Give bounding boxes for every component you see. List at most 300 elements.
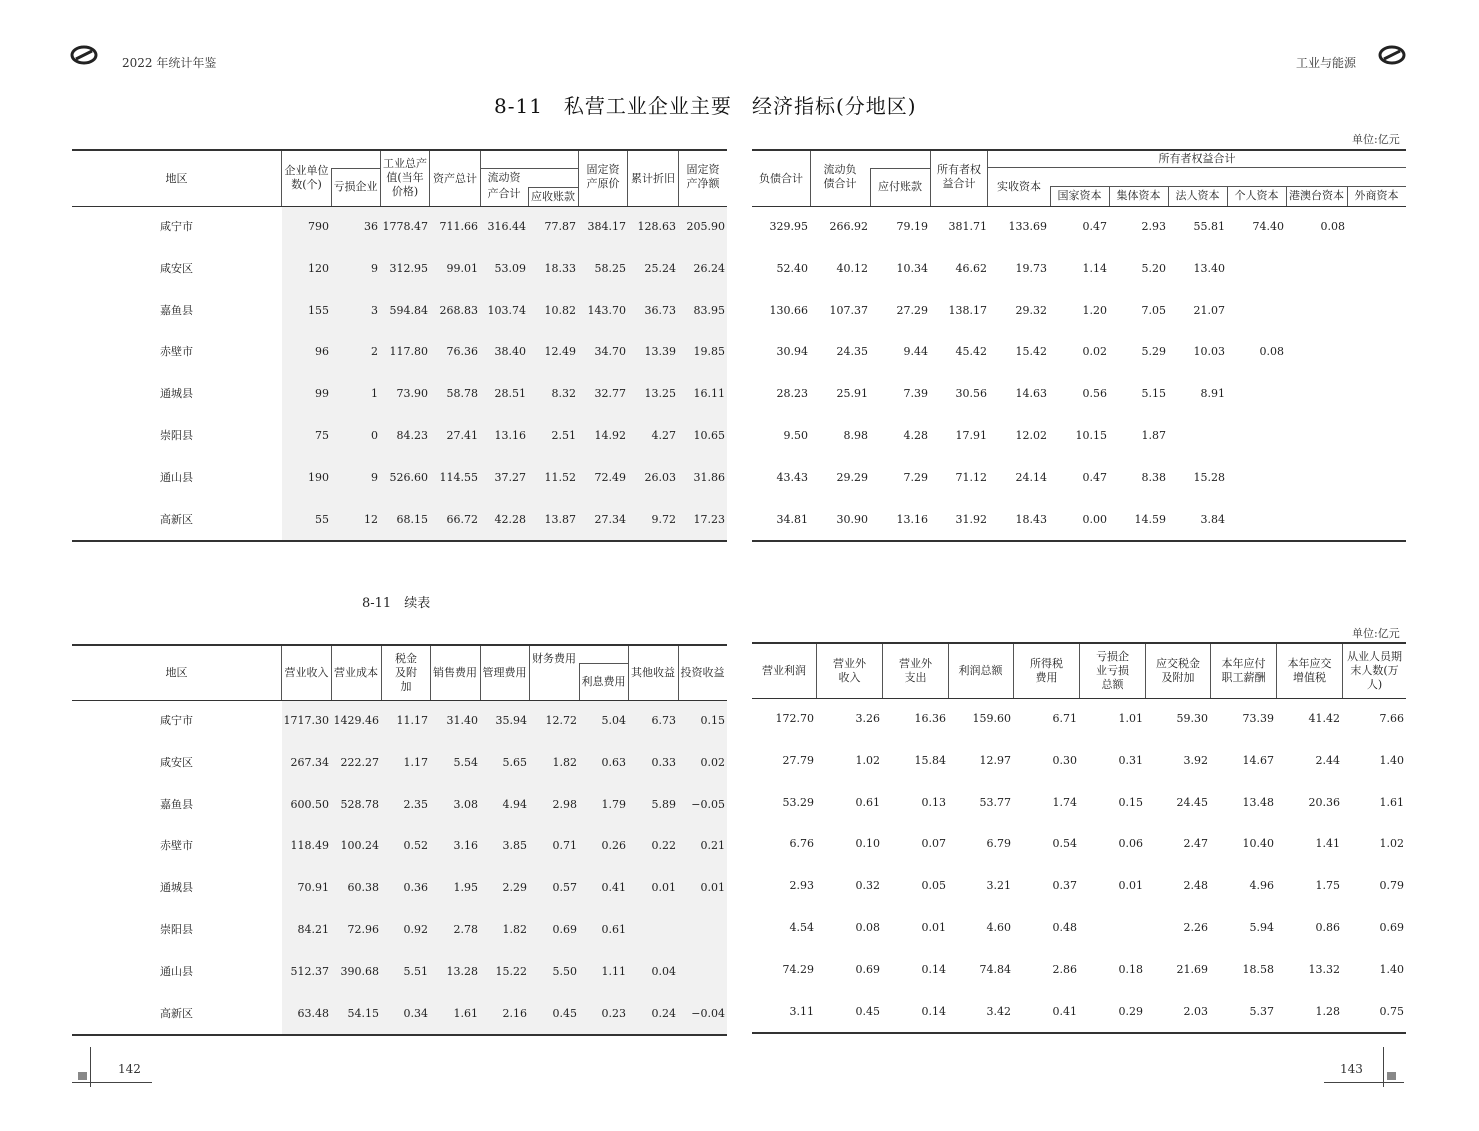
table-cell: 55.81 — [1193, 220, 1225, 233]
col-header-gross-output: 工业总产值(当年价格) — [383, 157, 427, 198]
table-cell: 2.93 — [1141, 220, 1166, 233]
table-cell: 0.13 — [921, 795, 946, 809]
table-cell: 73.90 — [396, 387, 428, 401]
table-cell: 0.69 — [855, 962, 880, 976]
table-cell: 0.63 — [601, 755, 626, 769]
table-cell: 1.74 — [1052, 795, 1077, 809]
col-header-finance: 财务费用 — [532, 652, 576, 665]
col-header-income-tax: 所得税费用 — [1030, 657, 1063, 684]
table-cell: 0.29 — [1118, 1004, 1143, 1018]
row-region-name: 通山县 — [160, 964, 193, 978]
row-region-name: 咸宁市 — [160, 714, 193, 727]
table-cell: 5.20 — [1141, 261, 1166, 275]
col-header-collective-capital: 集体资本 — [1116, 189, 1161, 202]
row-region-name: 嘉鱼县 — [160, 797, 193, 811]
page-number-left: 142 — [118, 1062, 141, 1076]
table-cell: 0.02 — [700, 755, 725, 769]
table-cell: 1.17 — [403, 755, 428, 769]
table-cell: 268.83 — [439, 303, 478, 317]
table-cell: 73.39 — [1242, 712, 1274, 725]
table-cell: 13.16 — [896, 512, 928, 526]
table-cell: 2.26 — [1183, 921, 1208, 934]
table-cell: 2.29 — [502, 881, 527, 895]
table-cell: 0.57 — [552, 881, 577, 895]
table-cell: 26.03 — [644, 470, 676, 484]
table-cell: 2.98 — [552, 797, 577, 811]
table-cell: 1.61 — [1379, 795, 1404, 809]
table-cell: 28.51 — [494, 387, 526, 401]
table-cell: 3.92 — [1183, 753, 1208, 767]
table-cell: 0.21 — [700, 839, 725, 853]
table-cell: 54.15 — [347, 1006, 379, 1020]
table-cell: 60.38 — [347, 881, 379, 895]
table-cell — [1286, 426, 1347, 446]
table-cell: 222.27 — [340, 755, 379, 769]
table-cell — [1079, 918, 1145, 938]
col-header-current-liabilities: 流动负债合计 — [823, 163, 857, 190]
table-cell: 4.94 — [502, 797, 527, 811]
col-header-foreign-capital: 外商资本 — [1354, 189, 1399, 202]
table-row — [0, 510, 1479, 530]
table-cell: 1.75 — [1315, 879, 1340, 893]
table-cell: 13.25 — [644, 387, 676, 401]
table-cell: 1.82 — [502, 923, 527, 936]
table-cell: 9.44 — [903, 345, 928, 359]
table-cell: 27.34 — [594, 512, 626, 526]
table-cell: 99 — [315, 387, 329, 401]
table-cell: 138.17 — [948, 303, 987, 317]
table-row — [0, 342, 1479, 362]
table-cell: 13.87 — [544, 512, 576, 526]
table-cell: 5.15 — [1141, 387, 1166, 401]
table-row — [0, 793, 1479, 813]
col-header-units: 企业单位数(个) — [284, 164, 329, 191]
table-cell: 3.26 — [855, 712, 880, 725]
col-header-cost: 营业成本 — [334, 666, 378, 679]
table-cell: 14.59 — [1134, 512, 1166, 526]
table-cell: 11.52 — [544, 470, 576, 484]
col-header-wages: 本年应付职工薪酬 — [1221, 657, 1266, 684]
table-cell: 8.98 — [843, 429, 868, 442]
table-cell: 15.22 — [495, 964, 527, 978]
table-cell: 0 — [371, 429, 378, 442]
table-cell: 384.17 — [587, 220, 626, 233]
table-cell: 10.34 — [896, 261, 928, 275]
table-cell — [1227, 426, 1286, 446]
table-cell: 528.78 — [340, 797, 379, 811]
table-cell: 2.44 — [1315, 753, 1340, 767]
table-cell: 0.05 — [921, 879, 946, 893]
table-cell: 3.08 — [453, 797, 478, 811]
col-header-interest: 利息费用 — [581, 675, 626, 688]
col-header-total-profit: 利润总额 — [958, 664, 1003, 677]
table-cell: 13.48 — [1242, 795, 1274, 809]
table-cell: 2.48 — [1183, 879, 1208, 893]
table-cell: 96 — [315, 345, 329, 359]
table-cell: 0.31 — [1118, 753, 1143, 767]
table-cell: 0.32 — [855, 879, 880, 893]
table-cell: −0.05 — [691, 797, 725, 811]
col-header-fixed-net: 固定资产净额 — [686, 163, 720, 190]
table-cell: 0.71 — [552, 839, 577, 853]
table-cell: 25.24 — [644, 261, 676, 275]
table-cell: 0.92 — [403, 923, 428, 936]
table-cell: 526.60 — [389, 470, 428, 484]
table-cell: 28.23 — [776, 387, 808, 401]
table-cell: 18.58 — [1242, 962, 1274, 976]
table-cell — [1347, 468, 1406, 488]
col-header-current-assets-group: 流动资 — [487, 171, 521, 184]
table-cell: 29.32 — [1015, 303, 1047, 317]
table-cell: 0.48 — [1052, 921, 1077, 934]
yearbook-logo-icon — [1378, 45, 1406, 65]
table-cell: 267.34 — [290, 755, 329, 769]
table-cell: 3.85 — [502, 839, 527, 853]
table-cell: 266.92 — [829, 220, 868, 233]
table-cell: 13.28 — [446, 964, 478, 978]
table-cell: 0.14 — [921, 962, 946, 976]
table-cell: 52.40 — [776, 261, 808, 275]
table-cell: 17.91 — [955, 429, 987, 442]
table-cell: 0.07 — [921, 837, 946, 851]
table-cell: 25.91 — [836, 387, 868, 401]
table-cell: 53.77 — [979, 795, 1011, 809]
page-marker-icon — [1387, 1072, 1396, 1080]
table-cell: 0.41 — [601, 881, 626, 895]
table-cell: 21.07 — [1193, 303, 1225, 317]
col-header-depreciation: 累计折旧 — [631, 171, 675, 185]
table-cell: 2.03 — [1183, 1004, 1208, 1018]
table-cell — [1286, 342, 1347, 362]
table-cell: 38.40 — [494, 345, 526, 359]
table-cell: 34.70 — [594, 345, 626, 359]
table-cell: 55 — [315, 512, 329, 526]
row-region-name: 崇阳县 — [160, 923, 193, 936]
table-row — [0, 468, 1479, 488]
table-cell: 1.11 — [601, 964, 626, 978]
continued-table-title: 8-11 续表 — [362, 596, 431, 611]
table-cell: 20.36 — [1308, 795, 1340, 809]
col-header-receivables: 应收账款 — [531, 189, 575, 203]
table-cell: 1.28 — [1315, 1004, 1340, 1018]
table-cell: 27.29 — [896, 303, 928, 317]
row-region-name: 咸安区 — [160, 755, 193, 769]
table-cell: 7.05 — [1141, 303, 1166, 317]
table-cell: 594.84 — [389, 303, 428, 317]
table-cell: 5.89 — [651, 797, 676, 811]
table-cell: 329.95 — [769, 220, 808, 233]
table-cell: 26.24 — [693, 261, 725, 275]
table-cell — [1227, 384, 1286, 404]
col-header-invest-income: 投资收益 — [680, 666, 725, 679]
row-region-name: 咸宁市 — [160, 220, 193, 233]
table-cell: 0.22 — [651, 839, 676, 853]
table-cell: 0.00 — [1082, 512, 1107, 526]
table-cell: 120 — [308, 261, 329, 275]
row-region-name: 嘉鱼县 — [160, 303, 193, 317]
table-cell: 0.24 — [651, 1006, 676, 1020]
table-cell: 5.50 — [552, 964, 577, 978]
table-cell: 9.72 — [651, 512, 676, 526]
col-header-region: 地区 — [165, 171, 188, 185]
table-cell — [1227, 301, 1286, 321]
table-cell: 13.39 — [644, 345, 676, 359]
col-header-legal-capital: 法人资本 — [1175, 189, 1220, 202]
table-cell: 75 — [315, 429, 329, 442]
table-row — [0, 751, 1479, 771]
table-cell: 0.37 — [1052, 879, 1077, 893]
table-cell: 0.45 — [552, 1006, 577, 1020]
table-cell: −0.04 — [691, 1006, 725, 1020]
row-region-name: 崇阳县 — [160, 429, 193, 442]
table-cell: 21.69 — [1176, 962, 1208, 976]
table-cell: 1.40 — [1379, 753, 1404, 767]
table-cell: 31.40 — [446, 714, 478, 727]
table-cell: 7.39 — [903, 387, 928, 401]
table-cell: 0.23 — [601, 1006, 626, 1020]
col-header-fixed-orig: 固定资产原价 — [586, 163, 620, 190]
table-row — [0, 384, 1479, 404]
table-cell: 4.54 — [789, 921, 814, 934]
table-row — [0, 1002, 1479, 1022]
table-cell: 711.66 — [439, 220, 478, 233]
table-cell — [1286, 259, 1347, 279]
table-cell: 99.01 — [446, 261, 478, 275]
table-cell: 36 — [364, 220, 378, 233]
table-cell: 1.40 — [1379, 962, 1404, 976]
table-cell: 6.76 — [789, 837, 814, 851]
table-cell: 16.36 — [914, 712, 946, 725]
table-cell: 0.01 — [921, 921, 946, 934]
table-cell — [1347, 510, 1406, 530]
unit-label-2: 单位:亿元 — [1352, 627, 1400, 640]
table-cell: 3.16 — [453, 839, 478, 853]
table-cell: 72.49 — [594, 470, 626, 484]
table-cell: 41.42 — [1308, 712, 1340, 725]
table-cell: 12.49 — [544, 345, 576, 359]
table-cell: 8.32 — [551, 387, 576, 401]
table-cell: 1.41 — [1315, 837, 1340, 851]
table-cell: 53.09 — [494, 261, 526, 275]
table-cell — [1227, 510, 1286, 530]
row-region-name: 赤壁市 — [160, 839, 193, 853]
table-cell: 14.63 — [1015, 387, 1047, 401]
table-cell: 9.50 — [783, 429, 808, 442]
table-cell: 0.36 — [403, 881, 428, 895]
table-cell: 18.33 — [544, 261, 576, 275]
table-cell: 0.69 — [552, 923, 577, 936]
table-cell: 24.45 — [1176, 795, 1208, 809]
table-row — [0, 426, 1479, 446]
col-header-total-assets: 资产总计 — [433, 171, 477, 185]
table-cell: 0.06 — [1118, 837, 1143, 851]
table-cell: 13.40 — [1193, 261, 1225, 275]
table-cell: 9 — [371, 261, 378, 275]
table-cell: 107.37 — [829, 303, 868, 317]
table-cell: 84.21 — [297, 923, 329, 936]
table-cell: 7.29 — [903, 470, 928, 484]
table-cell: 2.51 — [551, 429, 576, 442]
table-cell — [1227, 259, 1286, 279]
table-cell: 5.37 — [1249, 1004, 1274, 1018]
table-cell: 143.70 — [587, 303, 626, 317]
table-cell: 5.29 — [1141, 345, 1166, 359]
table-cell: 1.95 — [453, 881, 478, 895]
table-cell: 114.55 — [439, 470, 478, 484]
page-number-right: 143 — [1340, 1062, 1363, 1076]
table-cell: 10.40 — [1242, 837, 1274, 851]
table-row — [0, 217, 1479, 237]
main-title-left: 8-11 私营工业企业主要 — [494, 94, 732, 118]
table-cell: 3.11 — [789, 1004, 814, 1018]
table-cell: 1.79 — [601, 797, 626, 811]
table-cell — [1347, 259, 1406, 279]
table-cell: 1.20 — [1082, 303, 1107, 317]
table-cell: 1.02 — [855, 753, 880, 767]
table-cell: 1.02 — [1379, 837, 1404, 851]
table-cell: 18.43 — [1015, 512, 1047, 526]
table-cell: 790 — [308, 220, 329, 233]
table-cell: 34.81 — [776, 512, 808, 526]
table-cell: 30.56 — [955, 387, 987, 401]
table-cell — [1286, 301, 1347, 321]
table-cell: 8.38 — [1141, 470, 1166, 484]
table-cell — [1347, 426, 1406, 446]
table-cell: 312.95 — [389, 261, 428, 275]
table-cell: 0.45 — [855, 1004, 880, 1018]
table-cell: 1.87 — [1141, 429, 1166, 442]
table-cell: 72.96 — [347, 923, 379, 936]
col-header-current-assets-total: 产合计 — [487, 187, 521, 200]
table-cell: 0.86 — [1315, 921, 1340, 934]
table-cell: 100.24 — [340, 839, 379, 853]
table-cell: 40.12 — [836, 261, 868, 275]
table-cell: 0.04 — [651, 964, 676, 978]
table-cell: 70.91 — [297, 881, 329, 895]
table-cell: 1.14 — [1082, 261, 1107, 275]
row-region-name: 高新区 — [160, 1006, 193, 1020]
table-cell: 0.47 — [1082, 470, 1107, 484]
table-cell: 190 — [308, 470, 329, 484]
table-cell: 0.79 — [1379, 879, 1404, 893]
table-cell: 1.01 — [1118, 712, 1143, 725]
table-cell — [1227, 468, 1286, 488]
table-cell: 74.84 — [979, 962, 1011, 976]
col-header-other-income: 其他收益 — [631, 666, 675, 679]
table-cell: 600.50 — [290, 797, 329, 811]
table-cell: 32.77 — [594, 387, 626, 401]
col-header-revenue: 营业收入 — [284, 666, 329, 679]
yearbook-logo-icon — [70, 45, 98, 65]
table-cell: 5.51 — [403, 964, 428, 978]
table-cell: 4.28 — [903, 429, 928, 442]
table-cell — [1286, 510, 1347, 530]
table-cell: 84.23 — [396, 429, 428, 442]
table-row — [0, 918, 1479, 938]
table-cell: 0.02 — [1082, 345, 1107, 359]
table-cell: 83.95 — [693, 303, 725, 317]
table-cell: 3.84 — [1200, 512, 1225, 526]
col-header-personal-capital: 个人资本 — [1234, 189, 1279, 202]
table-cell: 0.34 — [403, 1006, 428, 1020]
table-cell: 0.41 — [1052, 1004, 1077, 1018]
table-cell: 0.01 — [651, 881, 676, 895]
table-cell: 159.60 — [972, 712, 1011, 725]
table-cell: 390.68 — [340, 964, 379, 978]
table-cell: 10.82 — [544, 303, 576, 317]
row-region-name: 赤壁市 — [160, 345, 193, 359]
row-region-name: 高新区 — [160, 512, 193, 526]
table-cell: 5.94 — [1249, 921, 1274, 934]
table-cell: 7.66 — [1379, 712, 1404, 725]
table-cell: 17.23 — [693, 512, 725, 526]
col-header-loss-amount: 亏损企业亏损总额 — [1096, 650, 1129, 691]
table-cell: 0.30 — [1052, 753, 1077, 767]
table-cell: 15.28 — [1193, 470, 1225, 484]
unit-label: 单位:亿元 — [1352, 133, 1400, 146]
table-cell: 2.47 — [1183, 837, 1208, 851]
table-cell: 6.79 — [986, 837, 1011, 851]
table-cell: 68.15 — [396, 512, 428, 526]
table-cell: 30.94 — [776, 345, 808, 359]
row-region-name: 通城县 — [160, 387, 193, 401]
col-header-state-capital: 国家资本 — [1057, 189, 1102, 202]
table-cell: 12.97 — [979, 753, 1011, 767]
table-cell: 0.61 — [601, 923, 626, 936]
col-header-tax-surcharge: 税金及附加 — [395, 652, 417, 693]
table-cell — [1168, 426, 1227, 446]
table-cell: 77.87 — [544, 220, 576, 233]
table-cell: 1 — [371, 387, 378, 401]
table-cell: 0.47 — [1082, 220, 1107, 233]
table-cell: 43.43 — [776, 470, 808, 484]
table-cell: 0.33 — [651, 755, 676, 769]
table-cell: 0.08 — [855, 921, 880, 934]
table-cell: 59.30 — [1176, 712, 1208, 725]
table-cell — [1286, 468, 1347, 488]
table-cell: 0.14 — [921, 1004, 946, 1018]
col-header-hmt-capital: 港澳台资本 — [1289, 189, 1344, 202]
table-cell — [1347, 342, 1406, 362]
table-cell: 1429.46 — [333, 714, 379, 727]
col-header-admin: 管理费用 — [482, 666, 527, 679]
table-cell: 6.73 — [651, 714, 676, 727]
table-row — [0, 301, 1479, 321]
table-cell: 13.32 — [1308, 962, 1340, 976]
table-cell: 15.84 — [914, 753, 946, 767]
table-cell: 3 — [371, 303, 378, 317]
table-cell: 37.27 — [494, 470, 526, 484]
table-cell: 103.74 — [487, 303, 526, 317]
table-cell: 0.52 — [403, 839, 428, 853]
header-left-title: 2022 年统计年鉴 — [122, 56, 217, 70]
table-cell: 0.15 — [1118, 795, 1143, 809]
table-cell: 76.36 — [446, 345, 478, 359]
table-cell: 2.78 — [453, 923, 478, 936]
table-cell: 74.40 — [1252, 220, 1284, 233]
table-cell: 0.26 — [601, 839, 626, 853]
col-header-selling: 销售费用 — [433, 666, 477, 679]
table-cell: 2.86 — [1052, 962, 1077, 976]
table-cell: 0.61 — [855, 795, 880, 809]
table-cell: 3.21 — [986, 879, 1011, 893]
table-cell: 0.18 — [1118, 962, 1143, 976]
table-cell: 30.90 — [836, 512, 868, 526]
table-cell: 11.17 — [396, 714, 428, 727]
table-cell: 46.62 — [955, 261, 987, 275]
table-cell: 66.72 — [446, 512, 478, 526]
table-cell: 58.78 — [446, 387, 478, 401]
